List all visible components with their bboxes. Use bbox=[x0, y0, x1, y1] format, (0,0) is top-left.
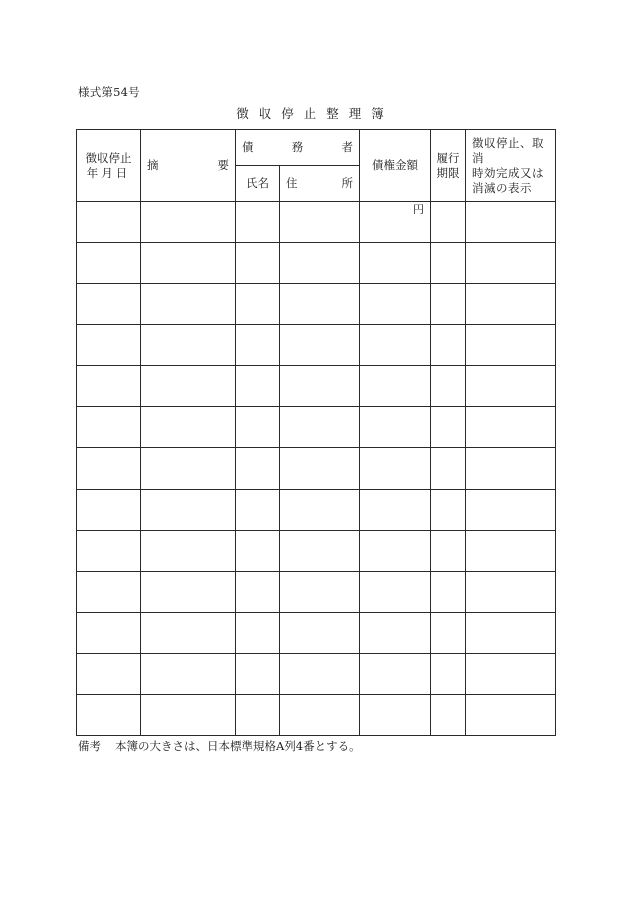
cell-name[interactable] bbox=[236, 366, 280, 407]
header-address bbox=[280, 166, 360, 202]
cell-deadline[interactable] bbox=[431, 284, 466, 325]
cell-amount[interactable] bbox=[360, 202, 431, 243]
cell-name[interactable] bbox=[236, 653, 280, 694]
ledger-row bbox=[77, 571, 556, 612]
cell-amount[interactable] bbox=[360, 694, 431, 735]
cell-summary[interactable] bbox=[141, 325, 236, 366]
cell-name[interactable] bbox=[236, 489, 280, 530]
cell-summary[interactable] bbox=[141, 366, 236, 407]
cell-amount[interactable] bbox=[360, 243, 431, 284]
cell-address[interactable] bbox=[280, 366, 360, 407]
header-name bbox=[236, 166, 280, 202]
cell-date[interactable] bbox=[77, 325, 141, 366]
header-amount bbox=[360, 130, 431, 202]
document-title: 徴収停止整理簿 bbox=[236, 106, 394, 121]
ledger-row bbox=[77, 612, 556, 653]
cell-summary[interactable] bbox=[141, 407, 236, 448]
cell-summary[interactable] bbox=[141, 284, 236, 325]
header-summary bbox=[141, 130, 236, 202]
cell-amount[interactable] bbox=[360, 612, 431, 653]
cell-amount[interactable] bbox=[360, 653, 431, 694]
cell-date[interactable] bbox=[77, 489, 141, 530]
header-summary-right: 要 bbox=[217, 158, 229, 173]
cell-summary[interactable] bbox=[141, 571, 236, 612]
cell-status[interactable] bbox=[466, 489, 556, 530]
cell-name[interactable] bbox=[236, 284, 280, 325]
cell-name[interactable] bbox=[236, 325, 280, 366]
cell-summary[interactable] bbox=[141, 243, 236, 284]
header-debtor bbox=[236, 130, 360, 166]
cell-summary[interactable] bbox=[141, 530, 236, 571]
remarks-label: 備考 bbox=[78, 739, 101, 753]
header-name-label: 氏名 bbox=[246, 176, 269, 191]
cell-date[interactable] bbox=[77, 366, 141, 407]
ledger-row bbox=[77, 653, 556, 694]
cell-address[interactable] bbox=[280, 612, 360, 653]
cell-deadline[interactable] bbox=[431, 366, 466, 407]
cell-address[interactable] bbox=[280, 284, 360, 325]
ledger-row bbox=[77, 694, 556, 735]
cell-status[interactable] bbox=[466, 612, 556, 653]
cell-date[interactable] bbox=[77, 653, 141, 694]
cell-address[interactable] bbox=[280, 407, 360, 448]
cell-name[interactable] bbox=[236, 694, 280, 735]
cell-status[interactable] bbox=[466, 448, 556, 489]
header-row-1 bbox=[77, 130, 556, 166]
cell-name[interactable] bbox=[236, 407, 280, 448]
cell-address[interactable] bbox=[280, 694, 360, 735]
cell-date[interactable] bbox=[77, 612, 141, 653]
cell-date[interactable] bbox=[77, 530, 141, 571]
ledger-row bbox=[77, 407, 556, 448]
cell-status[interactable] bbox=[466, 407, 556, 448]
cell-summary[interactable] bbox=[141, 653, 236, 694]
cell-date[interactable] bbox=[77, 407, 141, 448]
cell-date[interactable] bbox=[77, 284, 141, 325]
ledger-row bbox=[77, 489, 556, 530]
cell-deadline[interactable] bbox=[431, 407, 466, 448]
cell-amount[interactable] bbox=[360, 448, 431, 489]
cell-name[interactable] bbox=[236, 612, 280, 653]
ledger-row bbox=[77, 530, 556, 571]
cell-name[interactable] bbox=[236, 202, 280, 243]
cell-summary[interactable] bbox=[141, 612, 236, 653]
currency-unit: 円 bbox=[413, 203, 424, 217]
cell-name[interactable] bbox=[236, 448, 280, 489]
cell-date[interactable] bbox=[77, 202, 141, 243]
header-date-line1: 徴収停止 bbox=[85, 150, 132, 165]
cell-name[interactable] bbox=[236, 530, 280, 571]
cell-address[interactable] bbox=[280, 448, 360, 489]
cell-status[interactable] bbox=[466, 325, 556, 366]
cell-address[interactable] bbox=[280, 202, 360, 243]
header-date bbox=[77, 130, 141, 202]
header-address-right: 所 bbox=[341, 176, 353, 191]
cell-address[interactable] bbox=[280, 571, 360, 612]
cell-amount[interactable] bbox=[360, 571, 431, 612]
cell-summary[interactable] bbox=[141, 448, 236, 489]
cell-deadline[interactable] bbox=[431, 489, 466, 530]
cell-amount[interactable] bbox=[360, 530, 431, 571]
cell-summary[interactable] bbox=[141, 694, 236, 735]
ledger-row bbox=[77, 325, 556, 366]
cell-deadline[interactable] bbox=[431, 243, 466, 284]
cell-deadline[interactable] bbox=[431, 612, 466, 653]
header-deadline bbox=[431, 130, 466, 202]
cell-deadline[interactable] bbox=[431, 530, 466, 571]
cell-status[interactable] bbox=[466, 653, 556, 694]
header-status-line1: 徴収停止、取消 bbox=[472, 135, 544, 165]
ledger-row bbox=[77, 366, 556, 407]
cell-status[interactable] bbox=[466, 243, 556, 284]
header-debtor-char3: 者 bbox=[341, 140, 353, 154]
cell-date[interactable] bbox=[77, 448, 141, 489]
cell-deadline[interactable] bbox=[431, 571, 466, 612]
cell-address[interactable] bbox=[280, 325, 360, 366]
ledger-row bbox=[77, 202, 556, 243]
header-status bbox=[466, 130, 556, 202]
cell-status[interactable] bbox=[466, 366, 556, 407]
ledger-table bbox=[76, 129, 556, 736]
cell-name[interactable] bbox=[236, 243, 280, 284]
header-summary-left: 摘 bbox=[147, 158, 159, 173]
cell-amount[interactable] bbox=[360, 284, 431, 325]
cell-status[interactable] bbox=[466, 530, 556, 571]
header-status-line2: 時効完成又は bbox=[472, 165, 544, 180]
header-debtor-char2: 務 bbox=[291, 140, 304, 154]
cell-summary[interactable] bbox=[141, 202, 236, 243]
header-deadline-line2: 期限 bbox=[436, 165, 460, 180]
cell-deadline[interactable] bbox=[431, 448, 466, 489]
header-status-line3: 消滅の表示 bbox=[472, 180, 532, 195]
cell-address[interactable] bbox=[280, 243, 360, 284]
cell-name[interactable] bbox=[236, 571, 280, 612]
header-date-line2: 年月日 bbox=[86, 165, 131, 180]
remarks-text: 本簿の大きさは、日本標準規格A列4番とする。 bbox=[115, 739, 361, 753]
header-address-left: 住 bbox=[286, 176, 298, 191]
cell-amount[interactable] bbox=[360, 407, 431, 448]
cell-status[interactable] bbox=[466, 202, 556, 243]
remarks bbox=[78, 738, 361, 754]
cell-amount[interactable] bbox=[360, 325, 431, 366]
cell-status[interactable] bbox=[466, 571, 556, 612]
cell-date[interactable] bbox=[77, 694, 141, 735]
cell-deadline[interactable] bbox=[431, 202, 466, 243]
cell-address[interactable] bbox=[280, 530, 360, 571]
cell-address[interactable] bbox=[280, 489, 360, 530]
cell-date[interactable] bbox=[77, 571, 141, 612]
cell-deadline[interactable] bbox=[431, 325, 466, 366]
cell-status[interactable] bbox=[466, 694, 556, 735]
header-debtor-char1: 債 bbox=[242, 140, 254, 154]
cell-amount[interactable] bbox=[360, 366, 431, 407]
header-deadline-line1: 履行 bbox=[436, 150, 460, 165]
cell-status[interactable] bbox=[466, 284, 556, 325]
cell-date[interactable] bbox=[77, 243, 141, 284]
cell-deadline[interactable] bbox=[431, 653, 466, 694]
cell-amount[interactable] bbox=[360, 489, 431, 530]
ledger-row bbox=[77, 284, 556, 325]
cell-address[interactable] bbox=[280, 653, 360, 694]
ledger-row bbox=[77, 243, 556, 284]
cell-deadline[interactable] bbox=[431, 694, 466, 735]
header-amount-label: 債権金額 bbox=[372, 158, 418, 173]
ledger-row bbox=[77, 448, 556, 489]
form-number: 様式第54号 bbox=[78, 85, 140, 99]
cell-summary[interactable] bbox=[141, 489, 236, 530]
